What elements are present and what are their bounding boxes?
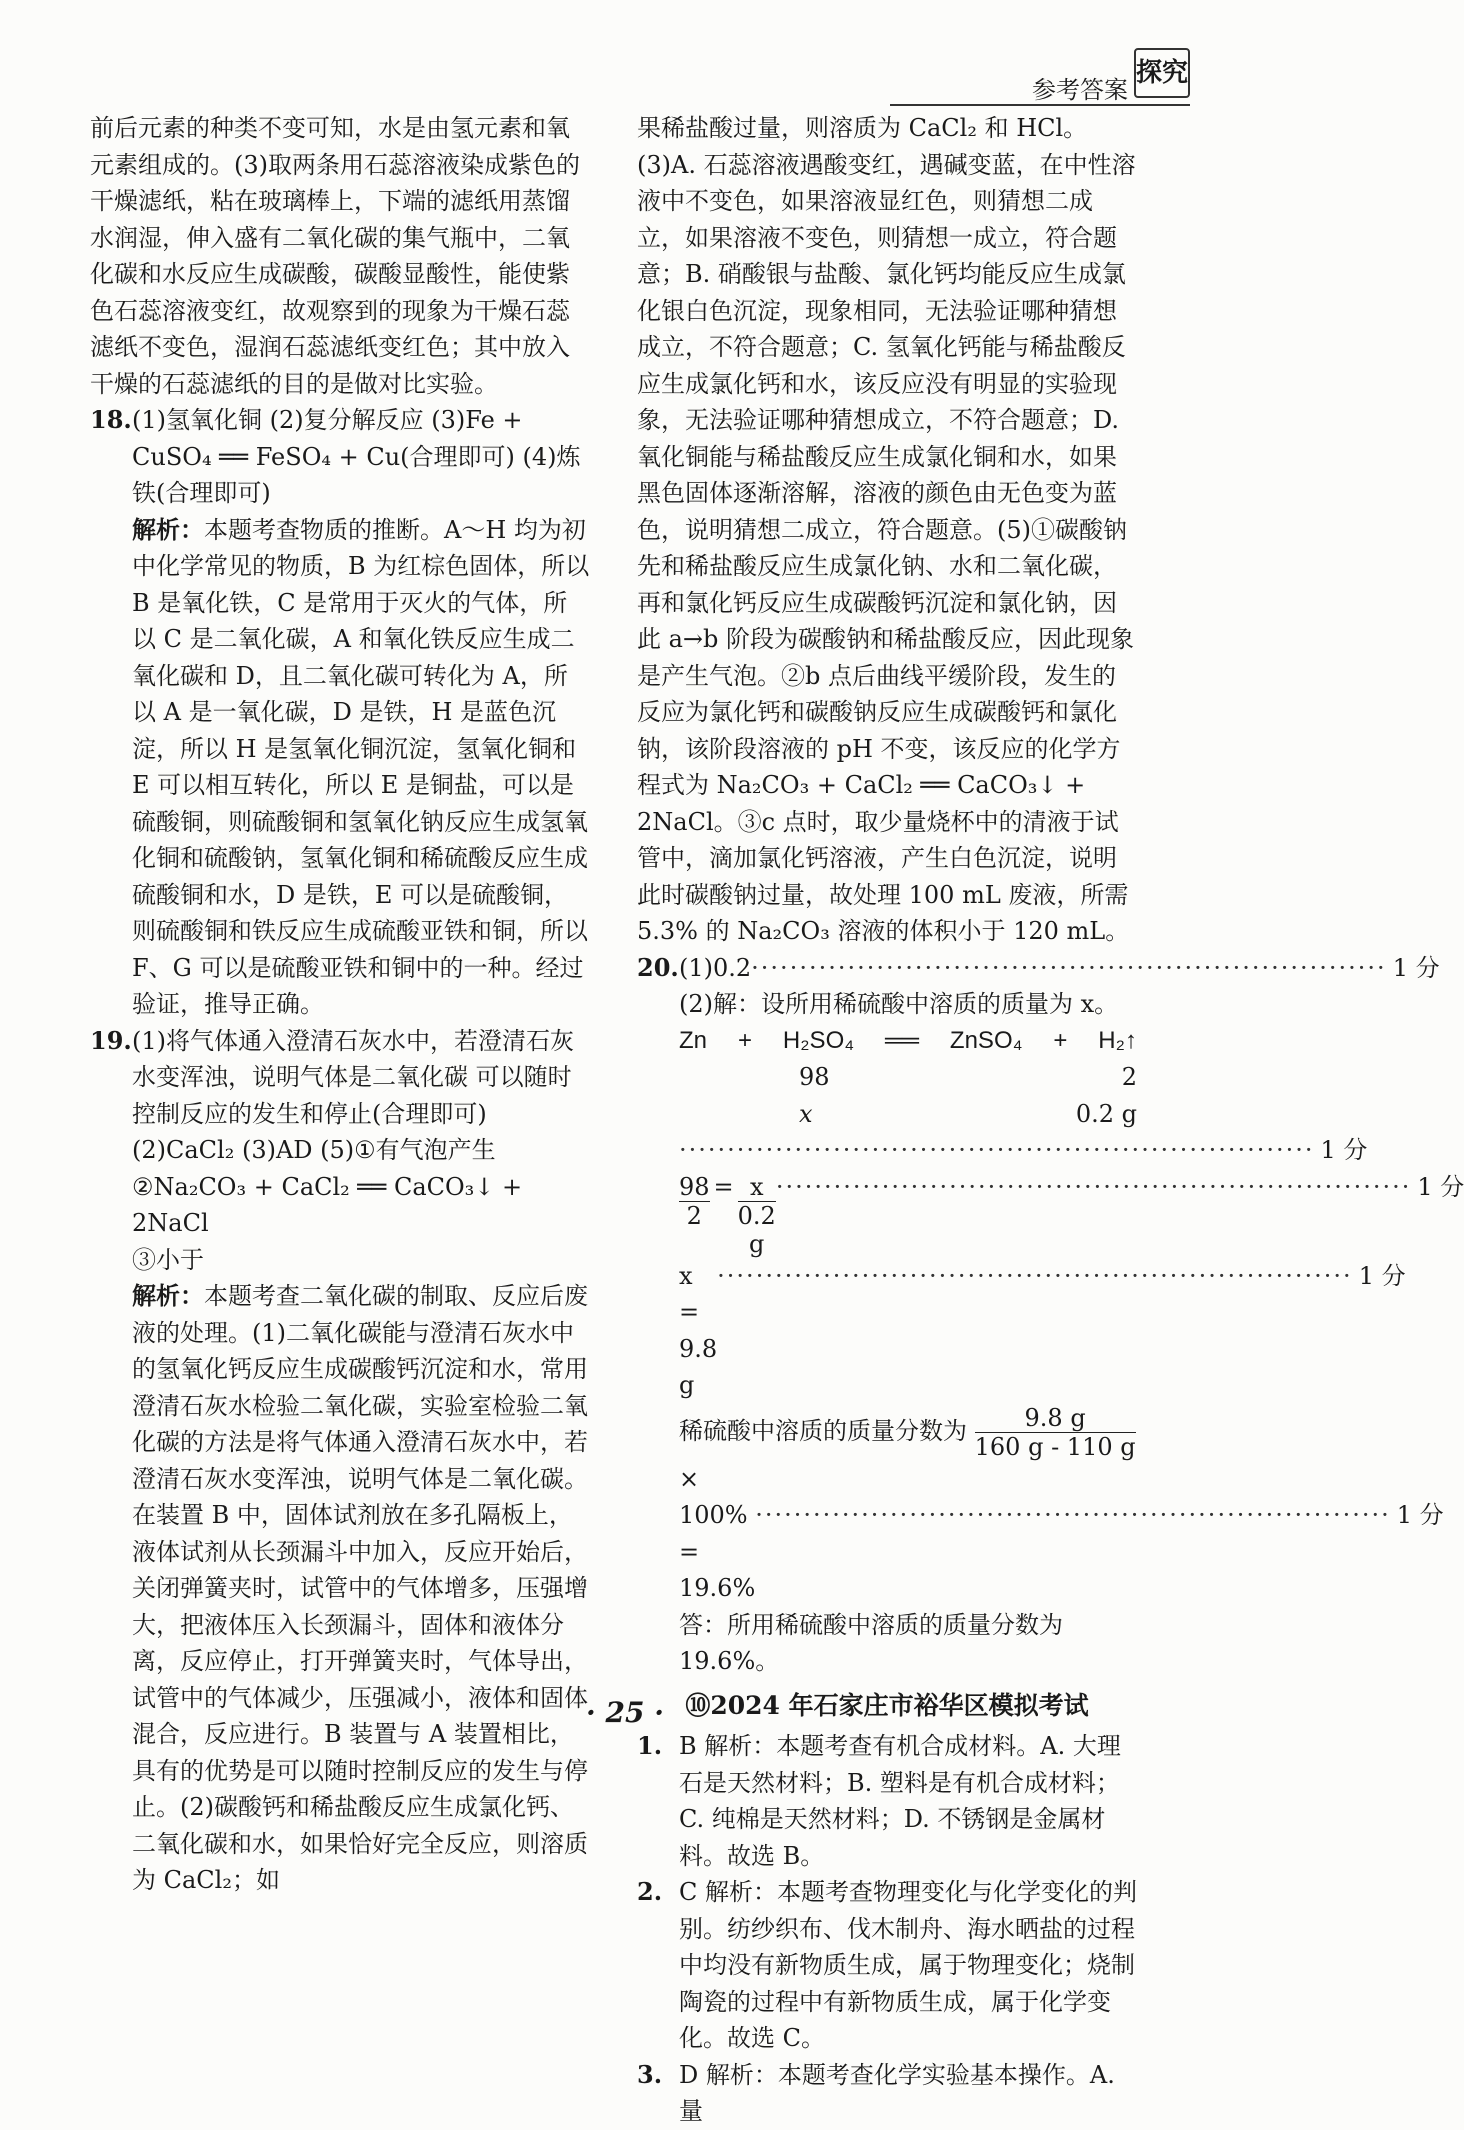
score-point: 1 分 [1358, 1261, 1406, 1290]
q20-line-1 [679, 950, 1440, 987]
section-title: ⑩2024 年石家庄市裕华区模拟考试 [685, 1690, 1089, 1720]
score-point: 1 分 [1320, 1136, 1368, 1164]
ratio-bottom-left: 2 [686, 1201, 702, 1230]
item-3 [637, 2057, 1137, 2130]
right-column [637, 110, 1464, 2130]
q19-analysis: 本题考查二氧化碳的制取、反应后废液的处理。(1)二氧化碳能与澄清石灰水中的氢氧化钙反应生成碳酸钙沉淀和水，常用澄清石灰水检验二氧化碳，实验室检验二氧化碳的方法是将气体通入澄清石灰水中，若澄清石灰水变浑浊，说明气体是二氧化碳。在装置 B 中，固体试剂放在多孔隔板上，液体试剂从长颈漏斗中加入，反应开始后，关闭弹簧夹时，试管中的气体增多，压强增大，把液体压入长颈漏斗，固体和液体分离，反应停止，打开弹簧夹时，气体导出，试管中的气体减少，压强减小，液体和固体混合，反应进行。B 装置与 A 装置相比，具有的优势是可以随时控制反应的发生与停止。(2)碳酸钙和稀盐酸反应生成氯化钙、二氧化碳和水，如果恰好完全反应，则溶质为 CaCl₂；如 [132, 1282, 588, 1894]
ratio-right [738, 1173, 776, 1258]
eq-znso4: ZnSO₄ [949, 1026, 1023, 1054]
q20-ratio-line [679, 1169, 1464, 1258]
eq-zn: Zn [679, 1026, 708, 1054]
left-column [90, 110, 590, 1899]
q20-x-line [679, 1258, 1406, 1404]
item-3-text: D 解析：本题考查化学实验基本操作。A. 量 [679, 2060, 1115, 2125]
q19-continued: 果稀盐酸过量，则溶质为 CaCl₂ 和 HCl。(3)A. 石蕊溶液遇酸变红，遇碱变蓝，在中性溶液中不变色，如果溶液显红色，则猜想二成立，如果溶液不变色，则猜想一成立，符合题意；B. 硝酸银与盐酸、氯化钙均能反应生成氯化银白色沉淀，现象相同，无法验证哪种猜想成立，不符合题意；C. 氢氧化钙能与稀盐酸反应生成氯化钙和水，该反应没有明显的实验现象，无法验证哪种猜想成立，不符合题意；D. 氧化铜能与稀盐酸反应生成氯化铜和水，如果黑色固体逐渐溶解，溶液的颜色由无色变为蓝色，说明猜想二成立，符合题意。(5)①碳酸钠先和稀盐酸反应生成氯化钠、水和二氧化碳，再和氯化钙反应生成碳酸钙沉淀和氯化钠，因此 a→b 阶段为碳酸钠和稀盐酸反应，因此现象是产生气泡。②b 点后曲线平缓阶段，发生的反应为氯化钙和碳酸钠反应生成碳酸钙和氯化钠，该阶段溶液的 pH 不变，该反应的化学方程式为 Na₂CO₃ + CaCl₂ ══ CaCO₃↓ + 2NaCl。③c 点时，取少量烧杯中的清液于试管中，滴加氯化钙溶液，产生白色沉淀，说明此时碳酸钠过量，故处理 100 mL 废液，所需 5.3% 的 Na₂CO₃ 溶液的体积小于 120 mL。 [637, 114, 1136, 945]
eq-x: x [799, 1099, 813, 1128]
q20-number: 20. [637, 952, 679, 982]
score-point: 1 分 [1392, 953, 1440, 982]
mass-fraction [975, 1404, 1136, 1461]
percent-value: 100% = 19.6% [679, 1501, 756, 1602]
leader-dots: ·································································· [775, 1172, 1412, 1201]
score-point: 1 分 [1396, 1501, 1444, 1529]
q20-dots-line [679, 1132, 1368, 1169]
fraction-top: 9.8 g [975, 1404, 1136, 1433]
q20-fraction-line [679, 1404, 1137, 1498]
q20-percent-line [679, 1497, 1444, 1607]
chemical-equation [679, 1023, 1137, 1060]
eq-plus: + [1053, 1026, 1068, 1054]
fraction-text: 稀硫酸中溶质的质量分数为 [679, 1416, 967, 1445]
item-2 [637, 1874, 1137, 2057]
leader-dots: ·································································· [679, 1136, 1315, 1164]
intro-paragraph: 前后元素的种类不变可知，水是由氢元素和氧元素组成的。(3)取两条用石蕊溶液染成紫色的干燥滤纸，粘在玻璃棒上，下端的滤纸用蒸馏水润湿，伸入盛有二氧化碳的集气瓶中，二氧化碳和水反应生成碳酸，碳酸显酸性，能使紫色石蕊溶液变红，故观察到的现象为干燥石蕊滤纸不变色，湿润石蕊滤纸变红色；其中放入干燥的石蕊滤纸的目的是做对比实验。 [90, 114, 580, 398]
question-19 [90, 1023, 590, 1899]
header-rule [890, 104, 1190, 106]
item-1-text: B 解析：本题考查有机合成材料。A. 大理石是天然材料；B. 塑料是有机合成材料；C. 纯棉是天然材料；D. 不锈钢是金属材料。故选 B。 [679, 1732, 1121, 1870]
q20-answer: 答：所用稀硫酸中溶质的质量分数为 19.6%。 [679, 1610, 1063, 1675]
q19-answer-2: (2)CaCl₂ (3)AD (5)①有气泡产生 [132, 1136, 496, 1164]
eq-equals: ══ [884, 1026, 919, 1054]
publisher-logo: 探究 [1134, 48, 1190, 98]
item-3-number: 3. [637, 2059, 663, 2089]
item-1 [637, 1728, 1137, 1874]
q19-answer-3: ②Na₂CO₃ + CaCl₂ ══ CaCO₃↓ + 2NaCl [132, 1172, 523, 1237]
q20-line-2: (2)解：设所用稀硫酸中溶质的质量为 x。 [679, 990, 1119, 1018]
header-title: 参考答案 [1032, 76, 1128, 104]
leader-dots: ·································································· [755, 1501, 1391, 1529]
question-18 [90, 402, 590, 1023]
eq-x-row [679, 1096, 1137, 1133]
q19-number: 19. [90, 1025, 132, 1055]
q19-analysis-label: 解析： [132, 1281, 204, 1310]
q19-answer-4: ③小于 [132, 1245, 204, 1274]
ratio-equals: = [713, 1172, 734, 1201]
q18-number: 18. [90, 405, 132, 434]
q20-part-1: (1)0.2 [679, 953, 752, 982]
eq-h2so4: H₂SO₄ [782, 1026, 855, 1054]
q18-analysis: 本题考查物质的推断。A～H 均为初中化学常见的物质，B 为红棕色固体，所以 B 是氧化铁，C 是常用于灭火的气体，所以 C 是二氧化碳，A 和氧化铁反应生成二氧化碳和 D，且二氧化碳可转化为 A，所以 A 是一氧化碳，D 是铁，H 是蓝色沉淀，所以 H 是氢氧化铜沉淀，氢氧化铜和 E 可以相互转化，所以 E 是铜盐，可以是硫酸铜，则硫酸铜和氢氧化钠反应生成氢氧化铜和硫酸钠，氢氧化铜和稀硫酸反应生成硫酸铜和水，D 是铁，E 可以是硫酸铜，则硫酸铜和铁反应生成硫酸亚铁和铜，所以 F、G 可以是硫酸亚铁和铜中的一种。经过验证，推导正确。 [132, 515, 590, 1018]
eq-plus: + [737, 1026, 752, 1054]
fraction-times: × [679, 1464, 700, 1493]
q18-answer: (1)氢氧化铜 (2)复分解反应 (3)Fe + CuSO₄ ══ FeSO₄ + Cu(合理即可) (4)炼铁(合理即可) [132, 406, 581, 507]
item-2-text: C 解析：本题考查物理变化与化学变化的判别。纺纱织布、伐木制舟、海水晒盐的过程中均没有新物质生成，属于物理变化；烧制陶瓷的过程中有新物质生成，属于化学变化。故选 C。 [679, 1878, 1137, 2052]
ratio-bottom-right: 0.2 g [737, 1201, 776, 1258]
ratio-top-left: 98 [679, 1172, 710, 1201]
fraction-bottom: 160 g - 110 g [974, 1432, 1136, 1461]
eq-h2: H₂↑ [1098, 1026, 1137, 1054]
eq-98: 98 [799, 1063, 830, 1091]
page-number: · 25 · [586, 1696, 664, 1729]
question-20 [637, 950, 1464, 1680]
q18-analysis-label: 解析： [132, 514, 204, 544]
eq-02g: 0.2 g [1075, 1099, 1137, 1128]
item-1-number: 1. [637, 1731, 663, 1760]
q19-answer: (1)将气体通入澄清石灰水中，若澄清石灰水变浑浊，说明气体是二氧化碳 可以随时控制反应的发生和停止(合理即可) [132, 1026, 574, 1128]
ratio-left [679, 1173, 710, 1230]
score-point: 1 分 [1417, 1172, 1464, 1201]
item-2-number: 2. [637, 1877, 663, 1906]
ratio-top-right: x [738, 1173, 776, 1202]
leader-dots: ·································································· [717, 1261, 1353, 1290]
x-value: x = 9.8 g [679, 1261, 718, 1399]
eq-mass-row [679, 1059, 1137, 1096]
eq-2: 2 [1121, 1063, 1137, 1091]
leader-dots: ·································································· [751, 953, 1387, 982]
